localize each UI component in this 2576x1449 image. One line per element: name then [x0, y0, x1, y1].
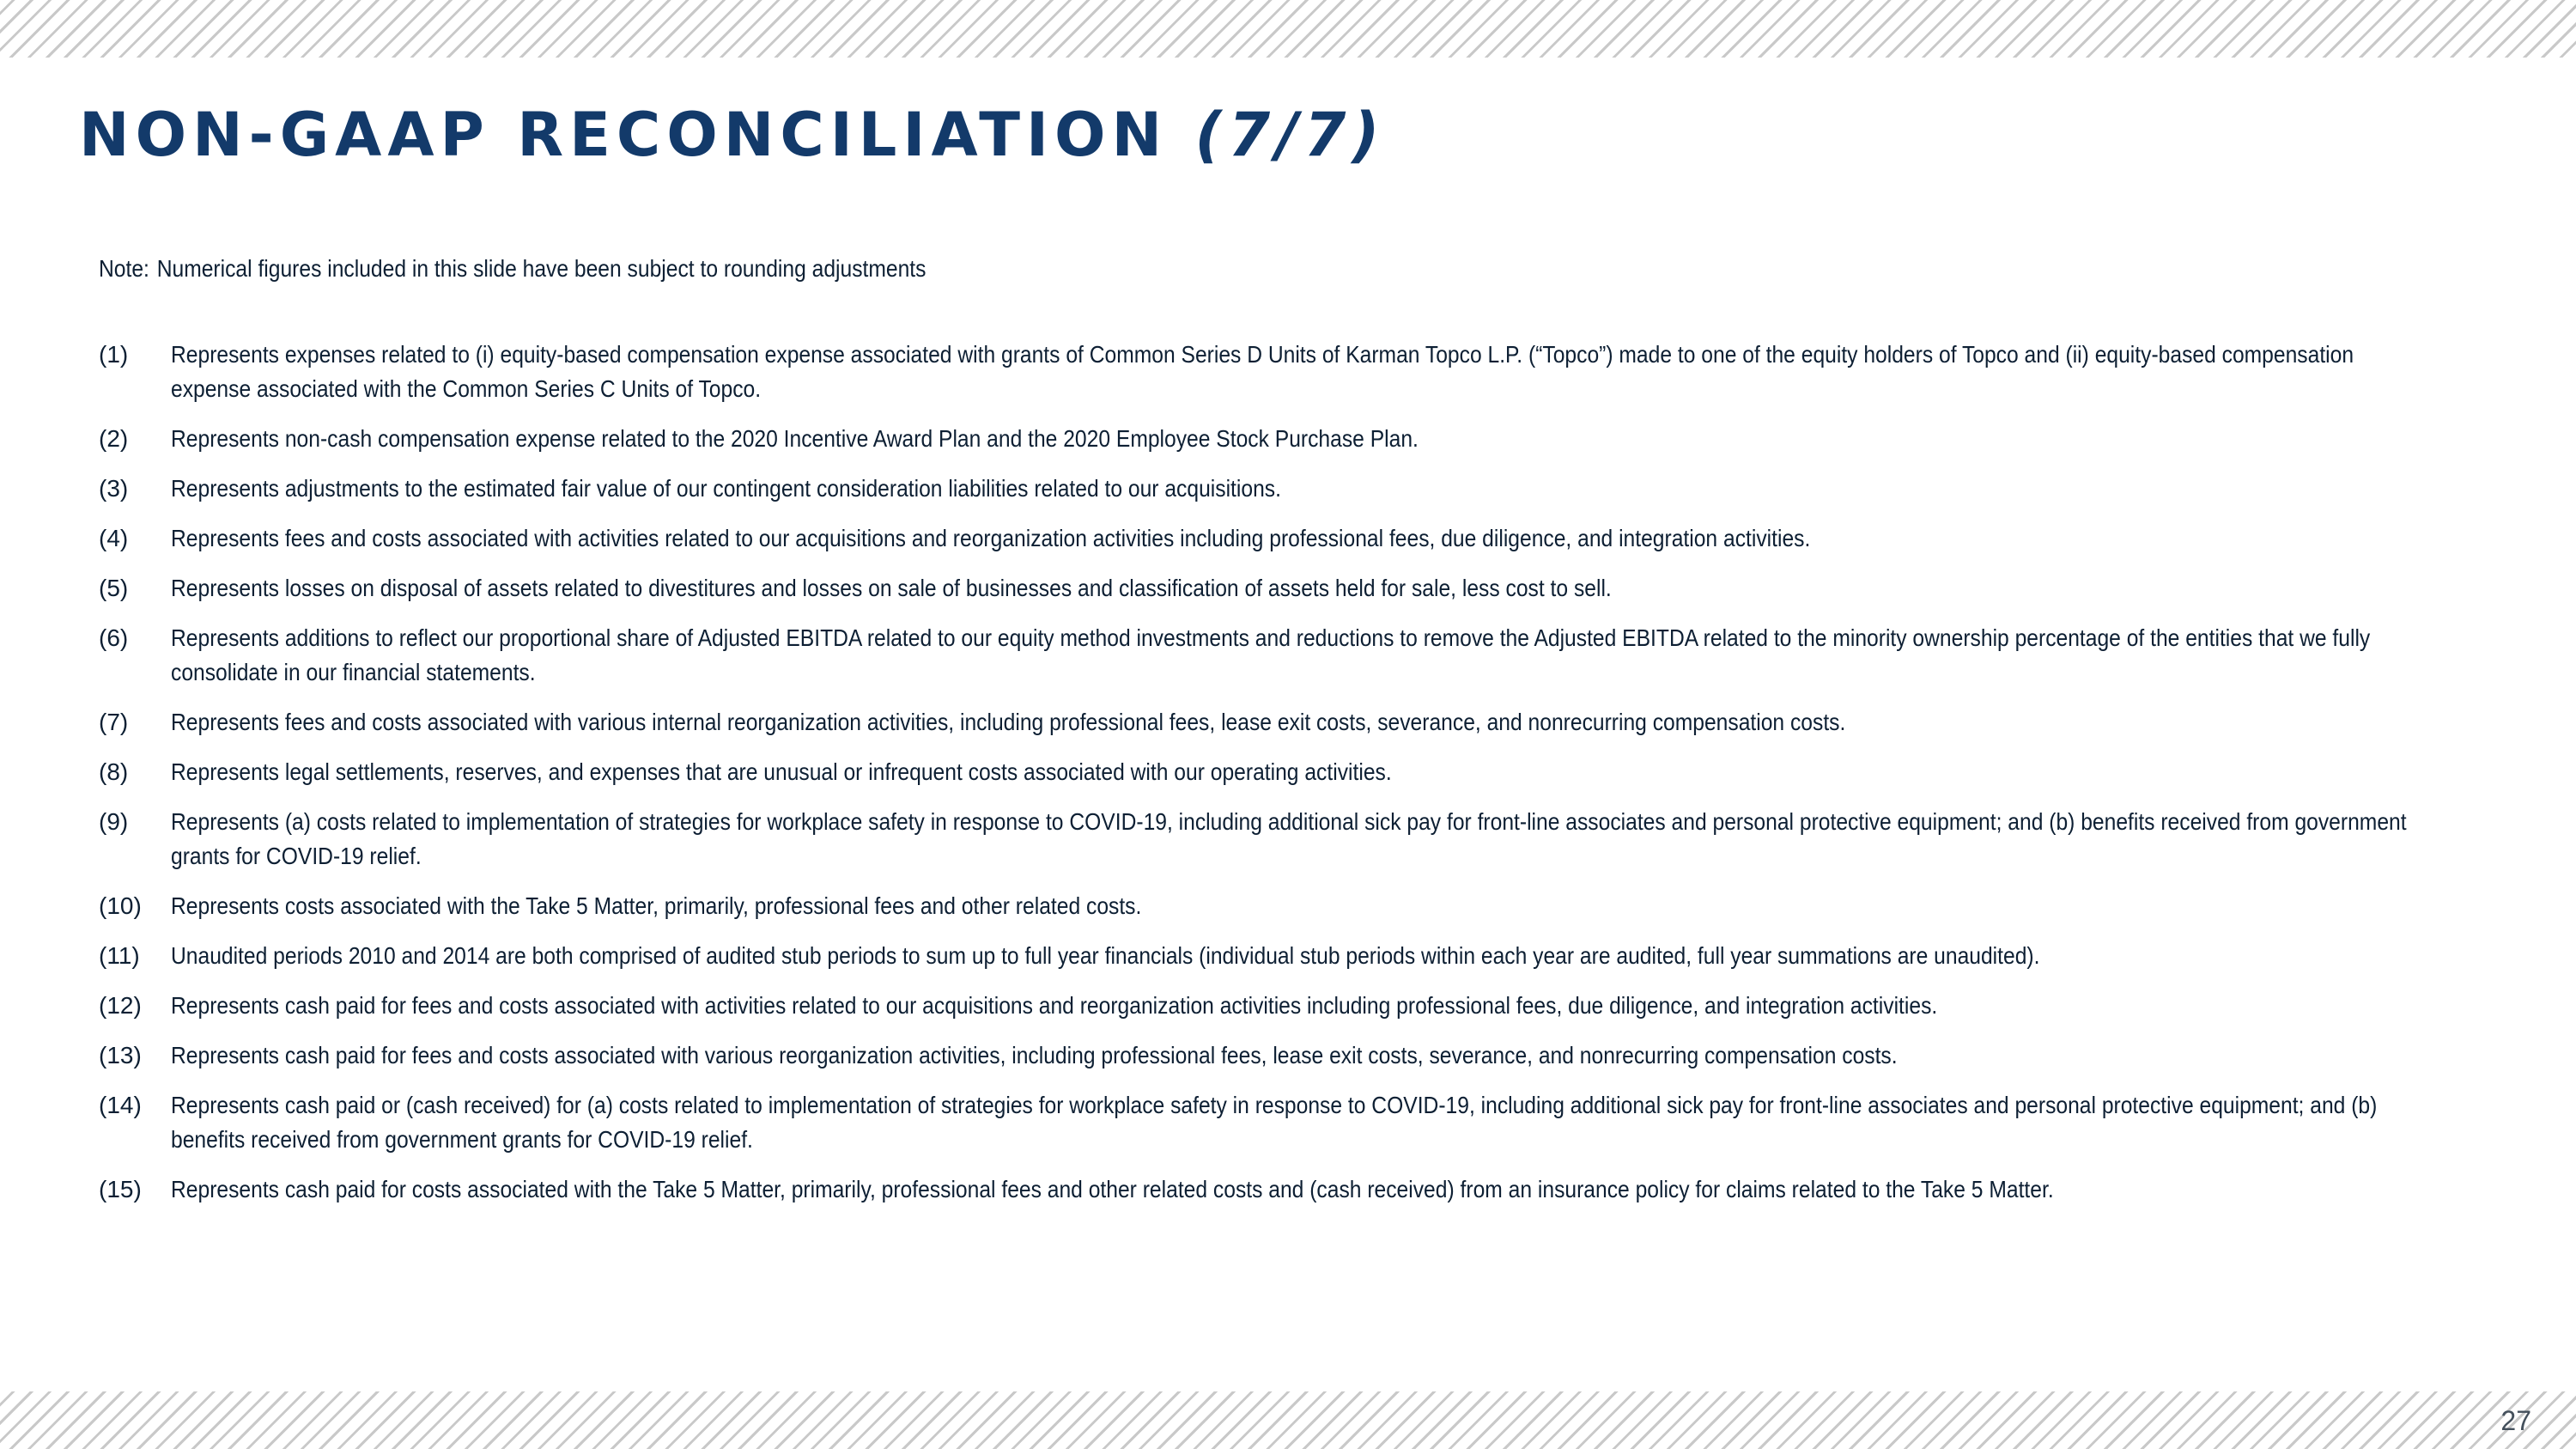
footnote-12 [99, 989, 2503, 1023]
footnote-text: Unaudited periods 2010 and 2014 are both comprised of audited stub periods to sum up to full year financials (individual stub periods within each year are audited, full year summations are unaudited). [171, 942, 2040, 969]
bottom-stripe-band [0, 1391, 2576, 1449]
footnote-list [99, 338, 2503, 1222]
footnote-text: Represents additions to reflect our proportional share of Adjusted EBITDA related to our equity method investments and reductions to remove the Adjusted EBITDA related to the minority ownership percentage of the entities that we fully consolidate in our financial statements. [171, 624, 2371, 685]
footnote-9 [99, 805, 2503, 874]
footnote-text: Represents adjustments to the estimated fair value of our contingent consideration liabilities related to our acquisitions. [171, 475, 1281, 502]
page-number: 27 [2500, 1405, 2531, 1436]
footnote-15 [99, 1172, 2503, 1207]
footnote-number: (12) [99, 992, 142, 1019]
rounding-note [99, 254, 926, 283]
footnote-10 [99, 889, 2503, 923]
footnote-number: (1) [99, 341, 129, 368]
note-label: Note: [99, 255, 149, 282]
footnote-text: Represents cash paid for fees and costs associated with various reorganization activities, including professional fees, lease exit costs, severance, and nonrecurring compensation costs. [171, 1042, 1898, 1068]
footnote-8 [99, 755, 2503, 789]
footnote-number: (14) [99, 1092, 142, 1118]
footnote-text: Represents cash paid for fees and costs associated with activities related to our acquisitions and reorganization activities including professional fees, due diligence, and integration activities. [171, 992, 1938, 1019]
footnote-text: Represents cash paid for costs associated with the Take 5 Matter, primarily, professional fees and other related costs and (cash received) from an insurance policy for claims related to the Take 5 Matter. [171, 1176, 2054, 1202]
footnote-number: (3) [99, 475, 129, 502]
footnote-text: Represents cash paid or (cash received) for (a) costs related to implementation of strategies for workplace safety in response to COVID-19, including additional sick pay for front-line associates and personal protective equipment; and (b) benefits received from government grants for COVID-19 relief. [171, 1092, 2378, 1153]
footnote-number: (2) [99, 425, 129, 452]
footnote-6 [99, 621, 2503, 690]
footnote-3 [99, 472, 2503, 506]
footnote-text: Represents fees and costs associated with various internal reorganization activities, including professional fees, lease exit costs, severance, and nonrecurring compensation costs. [171, 709, 1846, 735]
footnote-11 [99, 939, 2503, 973]
footnote-14 [99, 1088, 2503, 1157]
footnote-text: Represents non-cash compensation expense related to the 2020 Incentive Award Plan and the 2020 Employee Stock Purchase Plan. [171, 425, 1419, 452]
footnote-number: (8) [99, 758, 129, 785]
footnote-number: (15) [99, 1176, 142, 1202]
slide-title [79, 100, 1386, 170]
footnote-5 [99, 571, 2503, 606]
footnote-text: Represents losses on disposal of assets related to divestitures and losses on sale of businesses and classification of assets held for sale, less cost to sell. [171, 575, 1612, 601]
slide-title-part: (7/7) [1194, 100, 1386, 170]
footnote-number: (5) [99, 575, 129, 601]
slide-title-main: NON-GAAP RECONCILIATION [79, 100, 1169, 170]
footnote-1 [99, 338, 2503, 406]
footnote-text: Represents (a) costs related to implementation of strategies for workplace safety in response to COVID-19, including additional sick pay for front-line associates and personal protective equipment; and (b) benefits received from government grants for COVID-19 relief. [171, 808, 2407, 869]
footnote-number: (13) [99, 1042, 142, 1068]
footnote-number: (6) [99, 624, 129, 651]
footnote-number: (7) [99, 709, 129, 735]
note-text: Numerical figures included in this slide have been subject to rounding adjustments [156, 255, 927, 282]
footnote-number: (9) [99, 808, 129, 835]
footnote-text: Represents costs associated with the Take 5 Matter, primarily, professional fees and other related costs. [171, 892, 1142, 919]
footnote-text: Represents expenses related to (i) equity-based compensation expense associated with grants of Common Series D Units of Karman Topco L.P. (“Topco”) made to one of the equity holders of Topco and (ii) equity-based compensation expense associated with the Common Series C Units of Topco. [171, 341, 2354, 402]
top-stripe-band [0, 0, 2576, 58]
footnote-number: (4) [99, 525, 129, 551]
footnote-7 [99, 705, 2503, 740]
footnote-number: (11) [99, 942, 140, 969]
footnote-13 [99, 1038, 2503, 1073]
footnote-number: (10) [99, 892, 142, 919]
footnote-text: Represents legal settlements, reserves, and expenses that are unusual or infrequent costs associated with our operating activities. [171, 758, 1392, 785]
footnote-4 [99, 521, 2503, 556]
footnote-2 [99, 422, 2503, 456]
footnote-text: Represents fees and costs associated with activities related to our acquisitions and reorganization activities including professional fees, due diligence, and integration activities. [171, 525, 1811, 551]
